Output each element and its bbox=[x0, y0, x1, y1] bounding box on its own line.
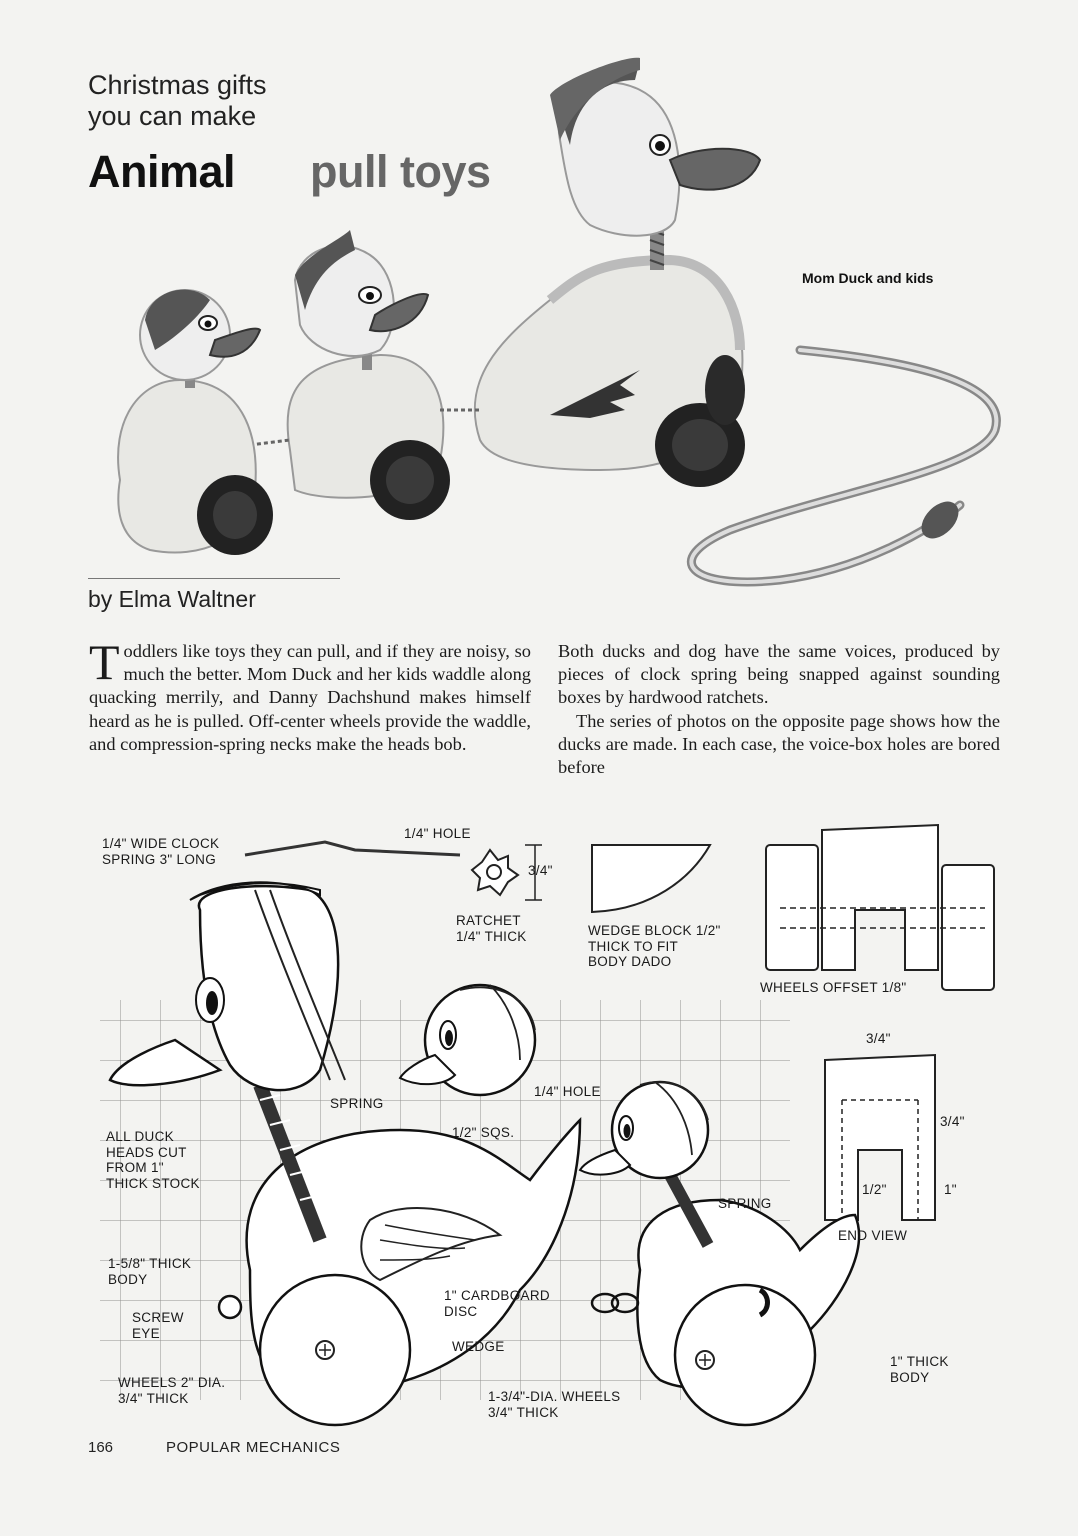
column-1-text: oddlers like toys they can pull, and if they are noisy, so much the better. Mom Duck and her kids waddle along quacking merrily, and Danny Dachshund makes himself heard as he is pulled. Off-center wheels provide the waddle, and compression-spring necks make the heads bob. bbox=[89, 641, 531, 754]
label-body-thick: 1-5/8" THICK BODY bbox=[108, 1256, 192, 1287]
duck-construction-diagram bbox=[80, 820, 1000, 1430]
label-hole-mid: 1/4" HOLE bbox=[534, 1084, 601, 1099]
article-kicker: Christmas gifts you can make bbox=[88, 70, 267, 131]
drop-cap: T bbox=[89, 634, 120, 690]
label-end-view: END VIEW bbox=[838, 1228, 908, 1243]
label-end-view-h1: 3/4" bbox=[940, 1114, 965, 1129]
label-squares: 1/2" SQS. bbox=[452, 1125, 515, 1140]
label-wheels-big: WHEELS 2" DIA. 3/4" THICK bbox=[118, 1375, 226, 1406]
article-title-light: pull toys bbox=[310, 146, 491, 197]
label-wheels-small: 1-3/4"-DIA. WHEELS 3/4" THICK bbox=[488, 1389, 621, 1420]
label-cardboard-disc: 1" CARDBOARD DISC bbox=[444, 1288, 550, 1319]
byline: by Elma Waltner bbox=[88, 586, 256, 612]
publication-name: POPULAR MECHANICS bbox=[166, 1439, 341, 1456]
byline-rule bbox=[88, 578, 340, 579]
article-column-1 bbox=[89, 634, 531, 756]
page-number: 166 bbox=[88, 1439, 114, 1456]
label-screw-eye: SCREW EYE bbox=[132, 1310, 184, 1341]
label-end-view-width: 3/4" bbox=[866, 1031, 891, 1046]
label-clock-spring: 1/4" WIDE CLOCK SPRING 3" LONG bbox=[102, 836, 220, 867]
label-hole-top: 1/4" HOLE bbox=[404, 826, 471, 841]
label-ratchet-size: 3/4" bbox=[528, 863, 553, 878]
label-spring-big: SPRING bbox=[330, 1096, 384, 1111]
article-column-2 bbox=[558, 640, 1000, 779]
label-heads-cut: ALL DUCK HEADS CUT FROM 1" THICK STOCK bbox=[106, 1129, 200, 1191]
article-title-bold: Animal bbox=[88, 146, 236, 197]
column-2-paragraph-2: The series of photos on the opposite page shows how the ducks are made. In each case, the voice-box holes are bored before bbox=[558, 710, 1000, 778]
label-wedge: WEDGE bbox=[452, 1339, 505, 1354]
label-spring-small: SPRING bbox=[718, 1196, 772, 1211]
label-end-view-h3: 1" bbox=[944, 1182, 957, 1197]
label-ratchet: RATCHET 1/4" THICK bbox=[456, 913, 527, 944]
duck-toys-photo bbox=[80, 50, 1030, 610]
label-body-small: 1" THICK BODY bbox=[890, 1354, 949, 1385]
column-2-paragraph-1: Both ducks and dog have the same voices, produced by pieces of clock spring being snapped against sounding boxes by hardwood ratchets. bbox=[558, 641, 1000, 708]
label-end-view-h2: 1/2" bbox=[862, 1182, 887, 1197]
photo-caption: Mom Duck and kids bbox=[802, 270, 934, 286]
label-wedge-block: WEDGE BLOCK 1/2" THICK TO FIT BODY DADO bbox=[588, 923, 721, 969]
label-wheels-offset: WHEELS OFFSET 1/8" bbox=[760, 980, 907, 995]
